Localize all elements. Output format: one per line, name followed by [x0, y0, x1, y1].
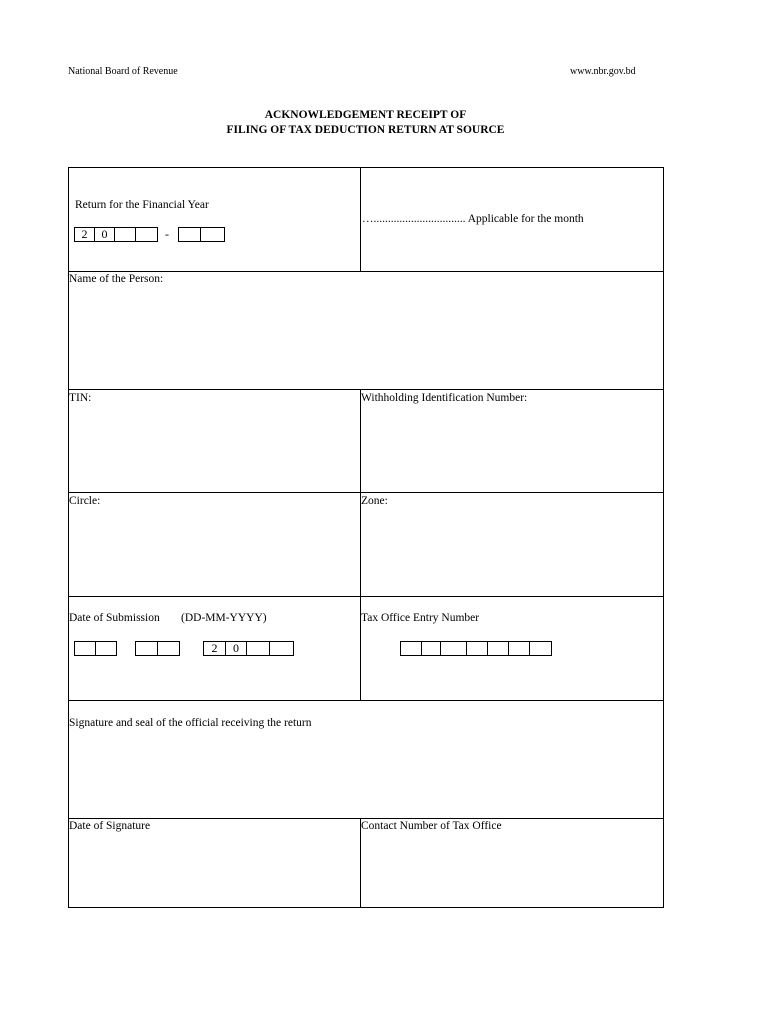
digit-box[interactable] [75, 642, 96, 655]
submission-date-label: Date of Submission [69, 612, 160, 624]
digit-box[interactable] [158, 642, 179, 655]
form-title [68, 108, 663, 138]
financial-year-end-field[interactable] [178, 227, 225, 242]
circle-label: Circle: [69, 495, 101, 507]
organization-name: National Board of Revenue [68, 66, 178, 77]
applicable-month-field[interactable]: …................................ Applicable for the month [362, 213, 584, 225]
submission-month-field[interactable] [135, 641, 180, 656]
form-title-line-1: ACKNOWLEDGEMENT RECEIPT OF [264, 109, 467, 121]
digit-box[interactable] [530, 642, 551, 655]
digit-box[interactable] [441, 642, 467, 655]
column-divider [360, 168, 361, 271]
row-divider [69, 389, 663, 390]
withholding-id-label: Withholding Identification Number: [361, 392, 528, 404]
digit-box[interactable] [422, 642, 441, 655]
financial-year-start-field[interactable] [74, 227, 158, 242]
row-divider [69, 271, 663, 272]
row-divider [69, 818, 663, 819]
contact-number-label: Contact Number of Tax Office [361, 820, 502, 832]
digit-box[interactable] [509, 642, 530, 655]
signature-date-label: Date of Signature [69, 820, 151, 832]
year-separator: - [165, 227, 169, 241]
row-divider [69, 492, 663, 493]
digit-box[interactable] [115, 228, 136, 241]
website-url: www.nbr.gov.bd [570, 66, 636, 77]
digit-box[interactable] [136, 642, 158, 655]
digit-box[interactable] [201, 228, 224, 241]
receipt-form [68, 167, 664, 908]
submission-year-field[interactable] [203, 641, 294, 656]
signature-label: Signature and seal of the official receiving the return [69, 717, 312, 729]
form-title-line-2: FILING OF TAX DEDUCTION RETURN AT SOURCE [226, 124, 505, 136]
submission-day-field[interactable] [74, 641, 117, 656]
digit-box[interactable] [467, 642, 488, 655]
digit-box[interactable] [96, 642, 116, 655]
digit-box[interactable]: 2 [75, 228, 95, 241]
tin-label: TIN: [69, 392, 92, 404]
entry-number-field[interactable] [400, 641, 552, 656]
zone-label: Zone: [361, 495, 388, 507]
person-name-label: Name of the Person: [69, 273, 164, 285]
digit-box[interactable] [488, 642, 509, 655]
digit-box[interactable]: 0 [95, 228, 115, 241]
row-divider [69, 596, 663, 597]
digit-box[interactable] [247, 642, 270, 655]
digit-box[interactable] [179, 228, 201, 241]
digit-box[interactable] [401, 642, 422, 655]
entry-number-label: Tax Office Entry Number [361, 612, 480, 624]
date-format-hint: (DD-MM-YYYY) [181, 612, 267, 624]
digit-box[interactable] [136, 228, 157, 241]
row-divider [69, 700, 663, 701]
column-divider [360, 389, 361, 700]
financial-year-label: Return for the Financial Year [75, 199, 209, 211]
digit-box[interactable] [270, 642, 293, 655]
digit-box[interactable]: 0 [226, 642, 247, 655]
digit-box[interactable]: 2 [204, 642, 226, 655]
